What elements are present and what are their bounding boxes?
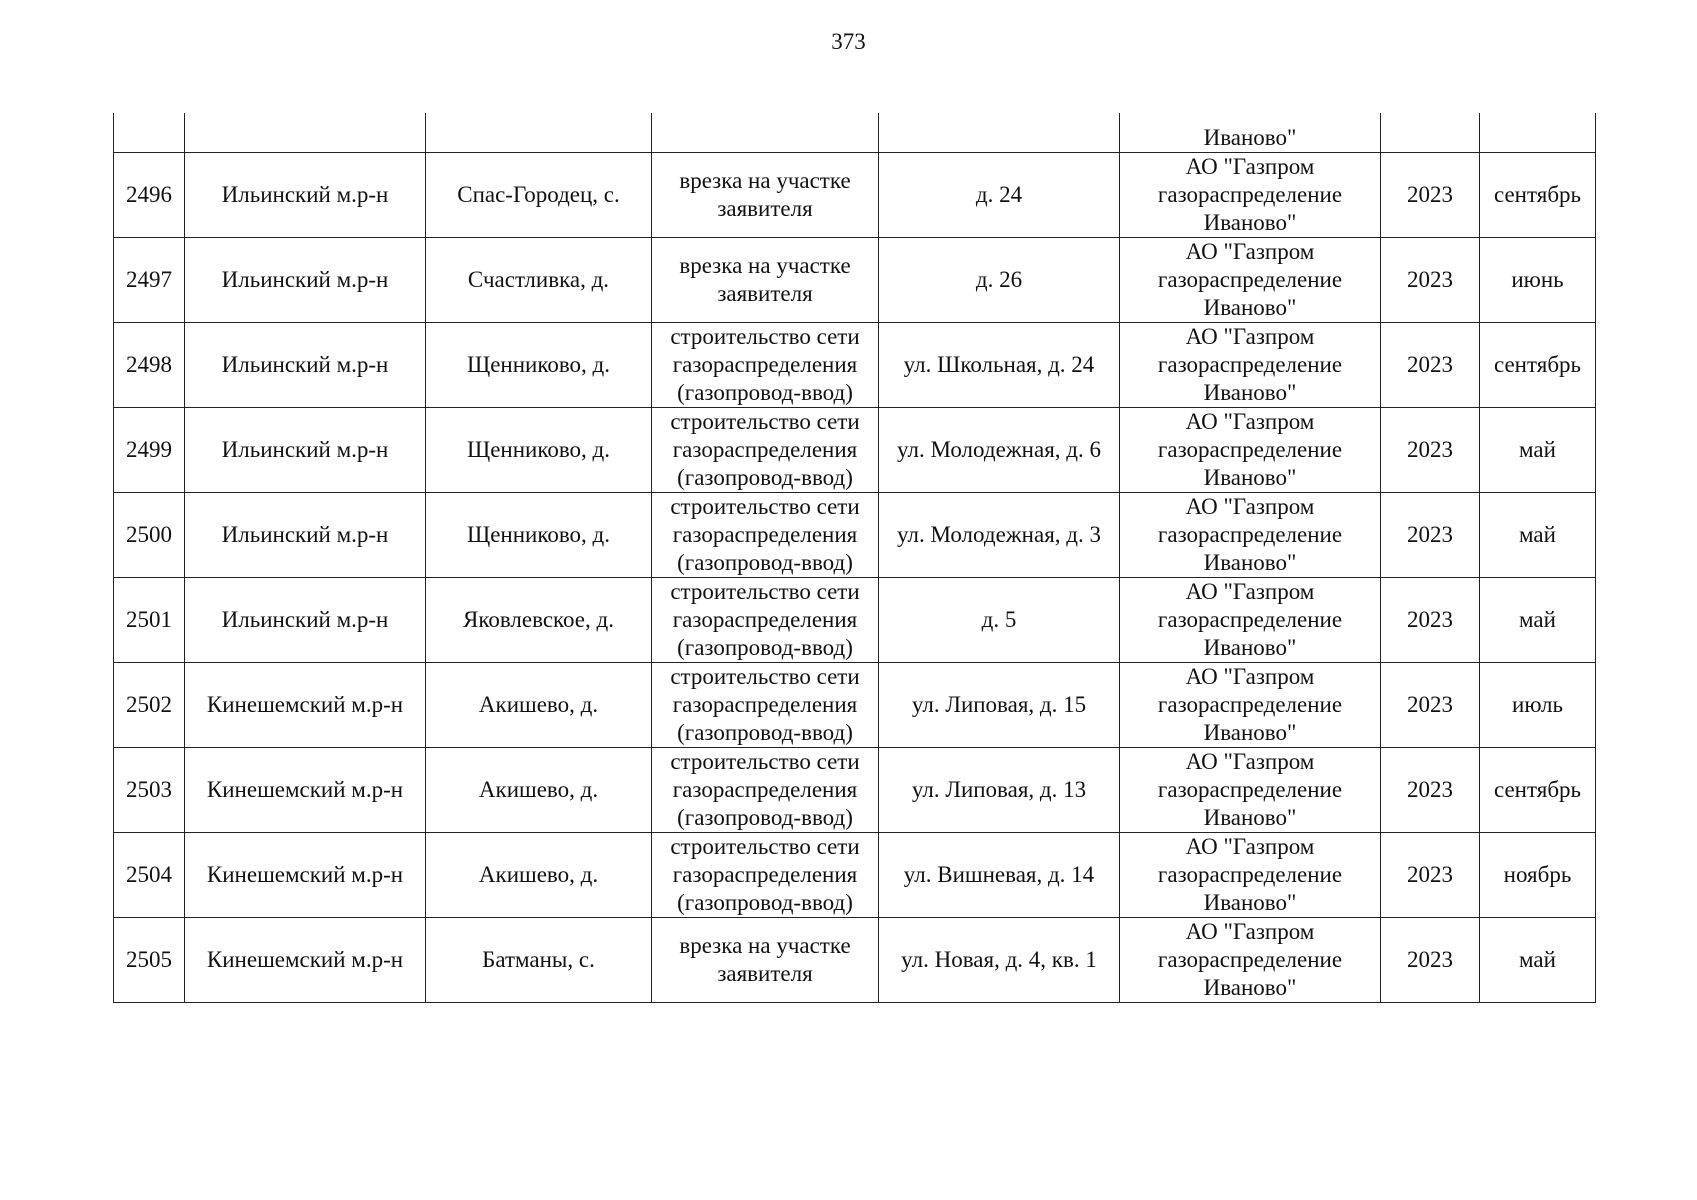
cell-organization-line: газораспределение	[1157, 437, 1343, 462]
cell-district: Ильинский м.р-н	[185, 408, 426, 493]
cell-year: 2023	[1381, 578, 1480, 663]
cell-settlement: Счастливка, д.	[426, 238, 652, 323]
cell-organization-line: газораспределение	[1157, 777, 1343, 802]
cell-settlement: Акишево, д.	[426, 663, 652, 748]
cell-work-type-line: газораспределения	[672, 692, 858, 717]
cell-district: Кинешемский м.р-н	[185, 663, 426, 748]
cell-month: май	[1480, 578, 1596, 663]
cell-work-type	[652, 918, 879, 1003]
cell-work-type-line: строительство сети	[670, 834, 860, 859]
cell-district: Кинешемский м.р-н	[185, 918, 426, 1003]
cell-id: 2497	[114, 238, 185, 323]
cell-year: 2023	[1381, 833, 1480, 918]
cell-id: 2496	[114, 153, 185, 238]
cell-month: май	[1480, 918, 1596, 1003]
cell-organization-line: АО "Газпром	[1185, 579, 1315, 604]
cell-settlement: Щенниково, д.	[426, 323, 652, 408]
cell-month: сентябрь	[1480, 323, 1596, 408]
cell-month	[1480, 113, 1596, 153]
cell-organization-line: АО "Газпром	[1185, 239, 1315, 264]
cell-settlement: Яковлевское, д.	[426, 578, 652, 663]
cell-organization-line: АО "Газпром	[1185, 154, 1315, 179]
cell-organization-line: газораспределение	[1157, 947, 1343, 972]
cell-id: 2498	[114, 323, 185, 408]
cell-address: д. 26	[879, 238, 1120, 323]
cell-id: 2499	[114, 408, 185, 493]
cell-work-type	[652, 578, 879, 663]
cell-id: 2505	[114, 918, 185, 1003]
cell-work-type-line: газораспределения	[672, 607, 858, 632]
cell-year: 2023	[1381, 323, 1480, 408]
cell-work-type-line: (газопровод-ввод)	[677, 380, 853, 405]
cell-district	[185, 113, 426, 153]
cell-work-type	[652, 408, 879, 493]
cell-organization	[1120, 323, 1381, 408]
cell-work-type-line: строительство сети	[670, 749, 860, 774]
cell-settlement: Батманы, с.	[426, 918, 652, 1003]
cell-month: сентябрь	[1480, 748, 1596, 833]
cell-organization-line: Иваново"	[1203, 890, 1297, 915]
cell-organization-line: Иваново"	[1203, 210, 1297, 235]
cell-work-type-line: газораспределения	[672, 862, 858, 887]
cell-work-type-line: газораспределения	[672, 437, 858, 462]
cell-organization	[1120, 408, 1381, 493]
cell-work-type-line: строительство сети	[670, 324, 860, 349]
cell-work-type-line: (газопровод-ввод)	[677, 720, 853, 745]
cell-work-type	[652, 238, 879, 323]
table-row	[114, 748, 1596, 833]
cell-district: Ильинский м.р-н	[185, 578, 426, 663]
cell-work-type	[652, 323, 879, 408]
cell-organization-line: АО "Газпром	[1185, 834, 1315, 859]
cell-organization-line: Иваново"	[1203, 465, 1297, 490]
cell-address: ул. Новая, д. 4, кв. 1	[879, 918, 1120, 1003]
cell-organization	[1120, 493, 1381, 578]
cell-work-type-line: газораспределения	[672, 522, 858, 547]
cell-year: 2023	[1381, 918, 1480, 1003]
table-row	[114, 408, 1596, 493]
cell-work-type-line: строительство сети	[670, 579, 860, 604]
cell-address	[879, 113, 1120, 153]
cell-work-type-line: (газопровод-ввод)	[677, 635, 853, 660]
cell-id: 2500	[114, 493, 185, 578]
cell-work-type-line: строительство сети	[670, 409, 860, 434]
cell-work-type-line: газораспределения	[672, 352, 858, 377]
cell-organization	[1120, 833, 1381, 918]
cell-address: д. 5	[879, 578, 1120, 663]
cell-work-type-line: (газопровод-ввод)	[677, 805, 853, 830]
cell-district: Кинешемский м.р-н	[185, 748, 426, 833]
table-row	[114, 833, 1596, 918]
table-row	[114, 578, 1596, 663]
cell-work-type	[652, 153, 879, 238]
cell-year: 2023	[1381, 153, 1480, 238]
cell-district: Ильинский м.р-н	[185, 153, 426, 238]
cell-work-type-line: газораспределения	[672, 777, 858, 802]
cell-work-type	[652, 833, 879, 918]
cell-organization	[1120, 153, 1381, 238]
cell-id: 2503	[114, 748, 185, 833]
cell-address: ул. Вишневая, д. 14	[879, 833, 1120, 918]
cell-year: 2023	[1381, 748, 1480, 833]
cell-year: 2023	[1381, 493, 1480, 578]
table-row	[114, 323, 1596, 408]
cell-address: ул. Молодежная, д. 6	[879, 408, 1120, 493]
cell-organization-line: Иваново"	[1203, 635, 1297, 660]
table-row	[114, 918, 1596, 1003]
cell-work-type-line: врезка на участке	[679, 253, 851, 278]
cell-district: Ильинский м.р-н	[185, 238, 426, 323]
cell-settlement: Акишево, д.	[426, 833, 652, 918]
cell-work-type-line: заявителя	[717, 196, 813, 221]
cell-organization	[1120, 663, 1381, 748]
cell-organization-line: газораспределение	[1157, 692, 1343, 717]
cell-month: июнь	[1480, 238, 1596, 323]
cell-address: д. 24	[879, 153, 1120, 238]
cell-organization	[1120, 238, 1381, 323]
cell-work-type	[652, 113, 879, 153]
cell-district: Ильинский м.р-н	[185, 493, 426, 578]
cell-address: ул. Липовая, д. 13	[879, 748, 1120, 833]
cell-year: 2023	[1381, 408, 1480, 493]
cell-organization	[1120, 578, 1381, 663]
cell-district: Ильинский м.р-н	[185, 323, 426, 408]
cell-id: 2501	[114, 578, 185, 663]
cell-organization-line: газораспределение	[1157, 267, 1343, 292]
cell-year: 2023	[1381, 238, 1480, 323]
cell-district: Кинешемский м.р-н	[185, 833, 426, 918]
cell-work-type	[652, 493, 879, 578]
cell-organization-line: АО "Газпром	[1185, 409, 1315, 434]
cell-year: 2023	[1381, 663, 1480, 748]
cell-organization-line: газораспределение	[1157, 352, 1343, 377]
cell-year	[1381, 113, 1480, 153]
cell-organization-line: АО "Газпром	[1185, 494, 1315, 519]
table-row	[114, 493, 1596, 578]
table-body	[114, 113, 1596, 1003]
cell-work-type-line: (газопровод-ввод)	[677, 550, 853, 575]
gasification-schedule-table	[113, 113, 1596, 1003]
cell-id: 2504	[114, 833, 185, 918]
cell-work-type-line: строительство сети	[670, 664, 860, 689]
cell-work-type-line: (газопровод-ввод)	[677, 465, 853, 490]
cell-id: 2502	[114, 663, 185, 748]
page-number: 373	[831, 29, 866, 54]
cell-organization-line: Иваново"	[1203, 805, 1297, 830]
continuation-row	[114, 113, 1596, 153]
cell-organization-line: газораспределение	[1157, 522, 1343, 547]
cell-work-type	[652, 748, 879, 833]
cell-work-type-line: врезка на участке	[679, 168, 851, 193]
cell-organization-line: газораспределение	[1157, 182, 1343, 207]
cell-address: ул. Молодежная, д. 3	[879, 493, 1120, 578]
cell-month: июль	[1480, 663, 1596, 748]
cell-organization-line: АО "Газпром	[1185, 749, 1315, 774]
cell-organization-line: Иваново"	[1203, 975, 1297, 1000]
cell-work-type-line: заявителя	[717, 281, 813, 306]
cell-month: май	[1480, 493, 1596, 578]
cell-organization-line: газораспределение	[1157, 607, 1343, 632]
cell-address: ул. Школьная, д. 24	[879, 323, 1120, 408]
cell-settlement: Щенниково, д.	[426, 408, 652, 493]
cell-month: сентябрь	[1480, 153, 1596, 238]
cell-work-type-line: строительство сети	[670, 494, 860, 519]
table-row	[114, 238, 1596, 323]
cell-settlement: Щенниково, д.	[426, 493, 652, 578]
cell-month: ноябрь	[1480, 833, 1596, 918]
cell-work-type-line: (газопровод-ввод)	[677, 890, 853, 915]
cell-organization-line: АО "Газпром	[1185, 664, 1315, 689]
cell-address: ул. Липовая, д. 15	[879, 663, 1120, 748]
table-row	[114, 663, 1596, 748]
cell-organization-line: Иваново"	[1203, 550, 1297, 575]
cell-organization-line: газораспределение	[1157, 862, 1343, 887]
cell-work-type-line: заявителя	[717, 961, 813, 986]
cell-organization-line: Иваново"	[1203, 295, 1297, 320]
cell-organization: Иваново"	[1120, 113, 1381, 153]
cell-work-type-line: врезка на участке	[679, 933, 851, 958]
cell-settlement: Акишево, д.	[426, 748, 652, 833]
cell-work-type	[652, 663, 879, 748]
cell-organization-line: Иваново"	[1203, 380, 1297, 405]
cell-organization-line: АО "Газпром	[1185, 919, 1315, 944]
cell-organization	[1120, 748, 1381, 833]
cell-settlement	[426, 113, 652, 153]
table-row	[114, 153, 1596, 238]
cell-id	[114, 113, 185, 153]
cell-settlement: Спас-Городец, с.	[426, 153, 652, 238]
cell-organization-line: Иваново"	[1203, 720, 1297, 745]
cell-organization	[1120, 918, 1381, 1003]
cell-organization-line: АО "Газпром	[1185, 324, 1315, 349]
cell-month: май	[1480, 408, 1596, 493]
